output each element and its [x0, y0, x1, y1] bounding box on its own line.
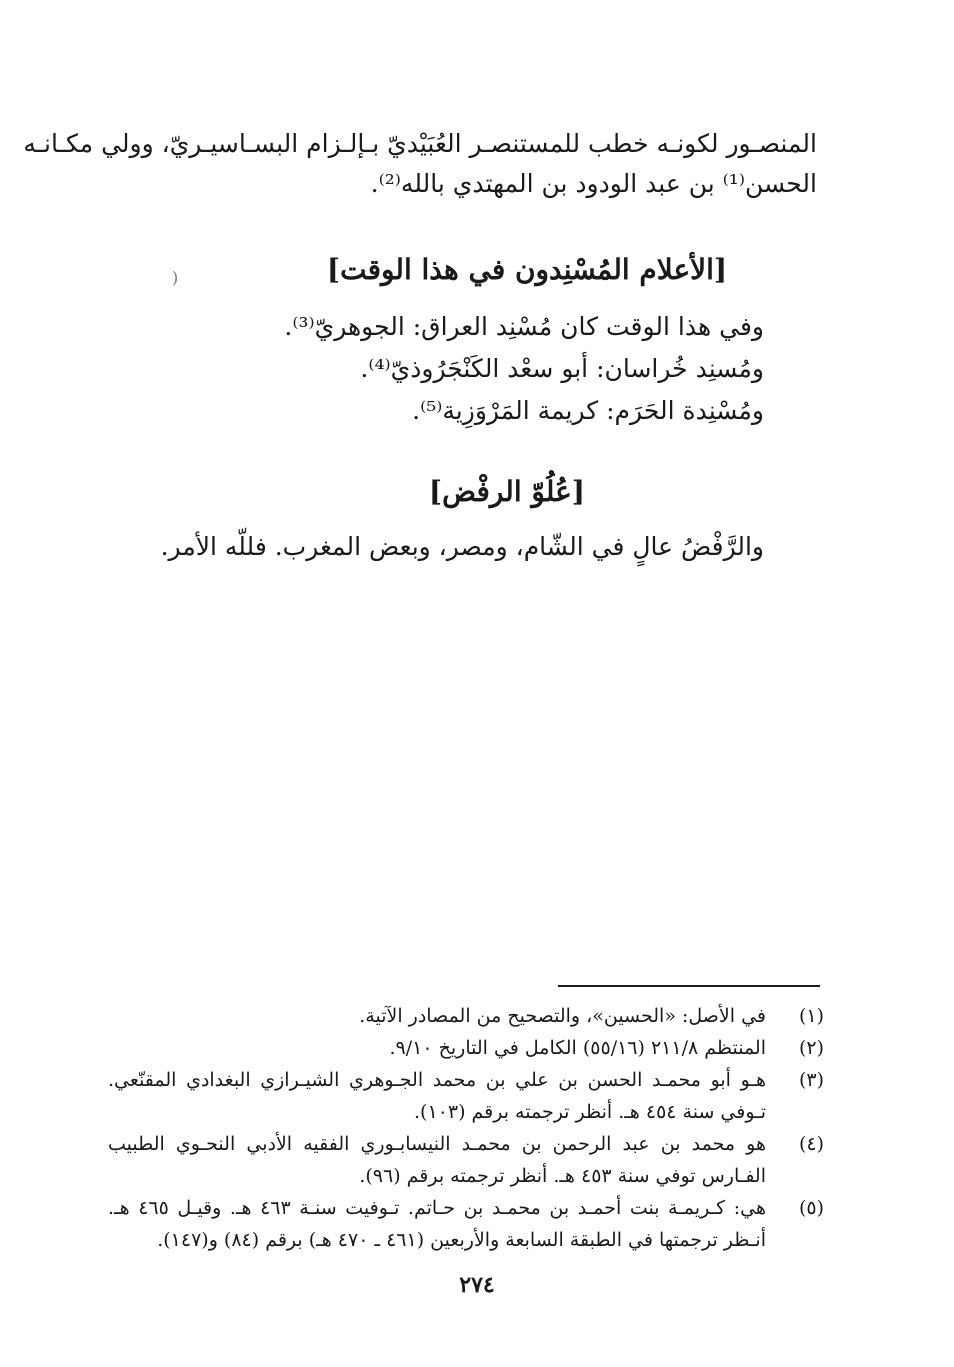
intro-paragraph: [23, 124, 817, 204]
footnote-number: (٤): [798, 1133, 824, 1155]
section-heading: [الأعلام المُسْنِدون في هذا الوقت]: [326, 253, 728, 286]
page-number: ٢٧٤: [459, 1272, 495, 1298]
footnote-text: هو محمد بن عبد الرحمن بن محمـد النيسابـوري الفقيه الأدبي النحـوي الطبيب الفـارس توفي سنة ٤٥٣ هـ. أنظر ترجمته برقم (٩٦).: [108, 1133, 766, 1187]
footnote-number: (٥): [798, 1197, 824, 1219]
musnid-line: ومُسْنِدة الحَرَم: كريمة المَرْوَزِية⁽⁵⁾.: [412, 396, 764, 425]
musnid-line: ومُسنِد خُراسان: أبو سعْد الكَنْجَرُوذيّ⁽⁴⁾.: [360, 354, 764, 383]
footnotes: [108, 1000, 824, 1256]
footnote-text: المنتظم ٢١١/٨ (٥٥/١٦) الكامل في التاريخ ٩/١٠.: [389, 1037, 766, 1059]
musnid-line: وفي هذا الوقت كان مُسْنِد العراق: الجوهريّ⁽³⁾.: [284, 312, 764, 341]
margin-mark: ): [172, 268, 179, 287]
footnote-text: هي: كـريمـة بنت أحمـد بن محمـد بن حـاتم. تـوفيت سنـة ٤٦٣ هـ. وقيـل ٤٦٥ هـ. أنـظر ترجمتها في الطبقة السابعة والأربعين (٤٦١ ـ ٤٧٠ هـ) برقم (٨٤) و(١٤٧).: [108, 1197, 766, 1251]
musnid-list: [164, 306, 764, 432]
footnote-separator: [558, 985, 820, 987]
footnote-number: (١): [798, 1005, 824, 1027]
footnote: [108, 1000, 824, 1032]
footnote-text: في الأصل: «الحسين»، والتصحيح من المصادر الآتية.: [359, 1005, 766, 1027]
section-paragraph: والرَّفْضُ عالٍ في الشّام، ومصر، وبعض المغرب. فللّه الأمر.: [160, 532, 764, 561]
footnote-number: (٣): [798, 1069, 824, 1091]
section-heading: [عُلُوّ الرفْض]: [428, 475, 586, 508]
footnote: [108, 1128, 824, 1192]
footnote-number: (٢): [798, 1037, 824, 1059]
footnote: [108, 1192, 824, 1256]
footnote: [108, 1064, 824, 1128]
footnote: [108, 1032, 824, 1064]
intro-line: المنصـور لكونـه خطب للمستنصـر العُبَيْديّ بـإلـزام البسـاسيـريّ، وولي مكـانـه: [23, 129, 817, 158]
footnote-text: هـو أبو محمـد الحسن بن علي بن محمد الجـوهري الشيـرازي البغدادي المقنّعي. تـوفي سنة ٤٥٤ هـ. أنظر ترجمته برقم (١٠٣).: [108, 1069, 766, 1123]
intro-line: الحسن⁽¹⁾ بن عبد الودود بن المهتدي بالله⁽²⁾.: [370, 169, 817, 198]
